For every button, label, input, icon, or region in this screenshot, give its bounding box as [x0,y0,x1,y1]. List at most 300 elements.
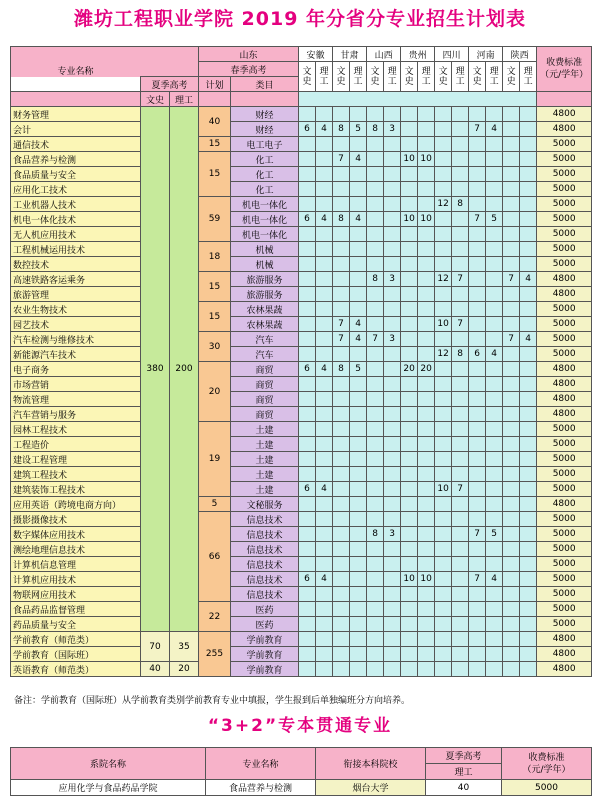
province-quota [333,407,350,422]
province-quota [401,242,418,257]
province-quota [316,287,333,302]
spring-plan-count: 15 [199,137,231,152]
fee-header: 收费标准 （元/学年） [537,47,592,92]
province-quota [452,302,469,317]
province-quota [435,452,452,467]
province-quota [469,512,486,527]
province-quota: 8 [333,212,350,227]
province-quota [520,362,537,377]
province-quota [401,317,418,332]
province-quota: 7 [452,482,469,497]
province-quota [435,647,452,662]
province-quota [486,422,503,437]
province-quota [503,572,520,587]
province-quota: 20 [418,362,435,377]
province-quota [452,122,469,137]
spring-category: 土建 [231,437,299,452]
fee-value: 5000 [537,242,592,257]
province-quota [384,557,401,572]
province-quota [350,572,367,587]
province-quota [401,437,418,452]
province-quota [418,242,435,257]
province-quota: 7 [469,122,486,137]
province-quota [333,542,350,557]
province-quota [367,212,384,227]
province-quota [452,587,469,602]
spring-category: 学前教育 [231,662,299,677]
province-quota [469,242,486,257]
province-quota [503,287,520,302]
table-row [11,362,592,377]
province-quota [435,557,452,572]
province-quota [520,587,537,602]
province-quota [435,287,452,302]
fee-value: 5000 [537,482,592,497]
province-quota [367,437,384,452]
subtitle-3plus2: “3+2”专本贯通专业 [207,716,393,736]
spring-category: 农林果蔬 [231,302,299,317]
province-quota [520,512,537,527]
spring-plan-count: 5 [199,497,231,512]
province-quota [503,437,520,452]
province-quota [367,587,384,602]
province-quota: 7 [367,332,384,347]
province-quota [486,557,503,572]
spring-category: 土建 [231,482,299,497]
province-quota [435,407,452,422]
province-quota [452,527,469,542]
province-quota [384,407,401,422]
province-quota: 12 [435,197,452,212]
province-quota [452,542,469,557]
major-name: 学前教育（国际班） [11,647,141,662]
summer-ligong-total: 200 [170,107,199,632]
table-row [11,452,592,467]
spring-category: 农林果蔬 [231,317,299,332]
sub-wen: 文史 [469,62,486,92]
province-quota [316,557,333,572]
province-quota [350,242,367,257]
province-quota [299,557,316,572]
category-header: 类目 [231,77,299,92]
province-quota [299,662,316,677]
fee-value: 5000 [537,302,592,317]
province-quota [469,392,486,407]
table-row [11,602,592,617]
dept-header: 系院名称 [11,748,206,780]
spring-category: 化工 [231,167,299,182]
province-quota [486,407,503,422]
province-quota [316,437,333,452]
province-quota [350,602,367,617]
province-quota [299,137,316,152]
spring-category: 信息技术 [231,512,299,527]
fee-value: 4800 [537,662,592,677]
spring-category: 医药 [231,602,299,617]
province-quota [503,122,520,137]
province-quota [452,167,469,182]
province-quota [384,587,401,602]
province-quota [452,212,469,227]
province-quota [350,632,367,647]
province-quota [350,137,367,152]
province-quota [435,122,452,137]
table-row [11,107,592,122]
province-quota [418,317,435,332]
province-quota: 5 [350,362,367,377]
province-quota [350,107,367,122]
province-quota [486,542,503,557]
province-quota [418,107,435,122]
province-quota: 3 [384,527,401,542]
province-quota [316,617,333,632]
province-quota [333,452,350,467]
province-quota [503,587,520,602]
province-quota [503,542,520,557]
province-quota: 7 [333,332,350,347]
fee-value: 4800 [537,407,592,422]
province-quota: 5 [486,212,503,227]
province-quota: 10 [401,152,418,167]
major-name: 物流管理 [11,392,141,407]
province-quota [452,362,469,377]
province-quota [469,227,486,242]
table-row [11,302,592,317]
province-quota [452,287,469,302]
province-quota: 3 [384,272,401,287]
table-row [11,437,592,452]
province-quota [350,302,367,317]
fee-value: 5000 [537,452,592,467]
spring-category: 电工电子 [231,137,299,152]
table-row [11,572,592,587]
province-quota [367,632,384,647]
sub-li: 理工 [384,62,401,92]
province-quota [503,197,520,212]
fee-cell: 5000 [502,780,592,796]
province-quota [435,107,452,122]
province-quota [384,242,401,257]
province-quota [299,467,316,482]
province-quota [486,512,503,527]
province-quota: 12 [435,272,452,287]
plan-header: 计划 [199,77,231,92]
province-quota [452,452,469,467]
province-quota [520,167,537,182]
province-quota [452,467,469,482]
province-quota [299,332,316,347]
province-quota [299,152,316,167]
province-quota [401,407,418,422]
province-quota [299,542,316,557]
table-row [11,647,592,662]
fee-value: 5000 [537,557,592,572]
province-quota [469,272,486,287]
province-quota [435,527,452,542]
province-quota [316,497,333,512]
province-quota [333,602,350,617]
province-quota [384,362,401,377]
province-quota [486,137,503,152]
major-name: 市场营销 [11,377,141,392]
province-quota [333,422,350,437]
province-quota [520,257,537,272]
table-row [11,332,592,347]
major-name: 建设工程管理 [11,452,141,467]
province-quota [520,452,537,467]
table-row [11,542,592,557]
major-name: 旅游管理 [11,287,141,302]
province-quota: 6 [299,572,316,587]
fee-value: 4800 [537,647,592,662]
province-quota [384,182,401,197]
province-quota [299,302,316,317]
province-quota [333,302,350,317]
province-quota [486,587,503,602]
province-quota [299,347,316,362]
province-quota [452,557,469,572]
province-quota [520,152,537,167]
province-quota [367,257,384,272]
province-quota [350,272,367,287]
major-name: 计算机信息管理 [11,557,141,572]
province-quota [452,242,469,257]
province-quota [503,182,520,197]
province-quota [316,632,333,647]
province-quota: 4 [316,122,333,137]
province-quota [469,482,486,497]
province-quota [333,167,350,182]
province-quota [469,257,486,272]
wenshi-header: 文史 [141,92,170,107]
province-quota [367,347,384,362]
province-quota [367,242,384,257]
province-quota [384,317,401,332]
province-quota [401,272,418,287]
spring-category: 商贸 [231,407,299,422]
spring-category: 机械 [231,257,299,272]
major-name: 食品质量与安全 [11,167,141,182]
province-quota [520,572,537,587]
province-quota [469,647,486,662]
major-name: 计算机应用技术 [11,572,141,587]
province-quota [333,257,350,272]
spring-category: 商贸 [231,362,299,377]
province-quota [384,197,401,212]
province-quota: 10 [435,482,452,497]
province-quota [452,392,469,407]
table-row [11,527,592,542]
spring-category: 机电一体化 [231,227,299,242]
province-quota [452,377,469,392]
province-quota [384,437,401,452]
fee-value: 4800 [537,377,592,392]
province-quota [333,227,350,242]
province-quota [333,182,350,197]
province-quota [452,107,469,122]
shandong-header: 山东 [199,47,299,62]
province-quota [350,197,367,212]
province-quota [452,152,469,167]
province-quota: 4 [350,212,367,227]
province-quota [316,197,333,212]
province-quota [520,617,537,632]
ligong-header: 理工 [426,764,502,780]
table-row [11,287,592,302]
province-quota: 7 [503,332,520,347]
province-quota [486,482,503,497]
enrollment-plan-table [10,46,592,677]
province-quota [520,527,537,542]
province-quota [333,242,350,257]
major-name: 数控技术 [11,257,141,272]
province-quota [418,512,435,527]
province-quota [469,407,486,422]
table-row [11,317,592,332]
spring-plan-count: 59 [199,197,231,242]
major-name: 数字媒体应用技术 [11,527,141,542]
province-quota: 5 [350,122,367,137]
province-quota [384,467,401,482]
province-quota [367,167,384,182]
province-quota [418,422,435,437]
province-quota [435,302,452,317]
province-quota [503,257,520,272]
province-quota [418,257,435,272]
table-row [11,482,592,497]
province-quota [486,257,503,272]
fee-value: 5000 [537,137,592,152]
category-header-spacer [231,92,299,107]
province-quota [418,437,435,452]
province-quota: 8 [367,272,384,287]
table-row [11,632,592,647]
spring-category: 财经 [231,107,299,122]
province-quota [452,632,469,647]
province-quota [401,527,418,542]
province-quota [435,512,452,527]
province-quota [333,347,350,362]
province-quota [520,482,537,497]
province-quota [299,437,316,452]
province-quota [367,542,384,557]
province-quota [503,467,520,482]
province-quota [367,482,384,497]
province-quota [401,392,418,407]
province-quota [316,662,333,677]
province-quota: 7 [452,272,469,287]
fee-value: 4800 [537,287,592,302]
province-quota [401,167,418,182]
province-quota [316,107,333,122]
province-quota: 7 [333,317,350,332]
province-quota [350,377,367,392]
province-quota: 10 [418,572,435,587]
major-name: 摄影摄像技术 [11,512,141,527]
count-cell: 40 [426,780,502,796]
province-quota [452,422,469,437]
fee-value: 5000 [537,587,592,602]
spring-category: 机械 [231,242,299,257]
province-quota [503,512,520,527]
sub-wen: 文史 [333,62,350,92]
province-quota [486,617,503,632]
major-name: 测绘地理信息技术 [11,542,141,557]
province-quota [299,197,316,212]
table-row [11,512,592,527]
spring-plan-count: 19 [199,422,231,497]
province-quota [333,632,350,647]
province-quota [503,302,520,317]
major-name: 农业生物技术 [11,302,141,317]
province-quota [384,392,401,407]
province-quota [520,377,537,392]
province-quota [316,182,333,197]
province-quota [503,317,520,332]
table-row [11,182,592,197]
major-name: 应用英语（跨境电商方向） [11,497,141,512]
province-quota [486,392,503,407]
province-quota [384,542,401,557]
major-name: 食品营养与检测 [11,152,141,167]
province-quota [316,407,333,422]
province-quota [418,647,435,662]
province-quota [452,497,469,512]
province-quota [316,392,333,407]
province-quota [384,287,401,302]
table-row [11,617,592,632]
province-quota [350,407,367,422]
province-sichuan: 四川 [435,47,469,62]
province-quota [316,377,333,392]
province-quota [418,272,435,287]
province-quota: 10 [435,317,452,332]
province-quota [384,107,401,122]
spring-category: 旅游服务 [231,272,299,287]
province-quota [367,647,384,662]
province-quota [469,422,486,437]
province-quota [299,242,316,257]
province-quota [418,497,435,512]
province-quota [333,137,350,152]
province-quota [367,572,384,587]
province-quota [418,452,435,467]
province-quota [520,437,537,452]
province-quota [469,287,486,302]
province-quota [418,122,435,137]
table-row [11,212,592,227]
province-quota [401,647,418,662]
province-quota [367,362,384,377]
province-quota [486,467,503,482]
table-row [11,122,592,137]
3plus2-table [10,747,592,796]
province-quota [520,542,537,557]
fee-value: 4800 [537,497,592,512]
province-quota [384,152,401,167]
province-quota [435,497,452,512]
province-quota [418,332,435,347]
page-title: 潍坊工程职业学院 2019 年分省分专业招生计划表 [73,8,527,30]
province-quota [350,452,367,467]
province-quota [299,107,316,122]
province-quota [350,467,367,482]
province-quota [299,632,316,647]
major-name: 园艺技术 [11,317,141,332]
fee-value: 5000 [537,572,592,587]
province-quota [299,167,316,182]
province-quota [435,227,452,242]
